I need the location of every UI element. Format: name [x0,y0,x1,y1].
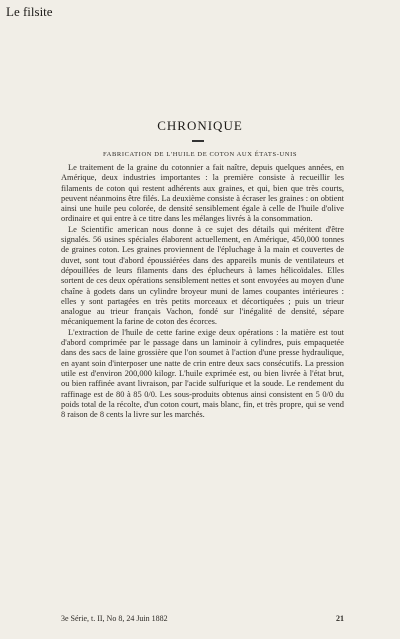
paragraph-1: Le traitement de la graine du cotonnier a fait naître, depuis quelques années, en Amérique, deux industries importantes : la première consiste à recueillir les filaments de coton qui restent adhérents aux graines, et qui, bien que très courts, peuvent néanmoins être filés. La deuxième consiste à écraser les graines : on obtient ainsi une huile peu colorée, de densité sensiblement égale à celle de l'huile d'olive ordinaire et qui entre à ce titre dans les mélanges livrés à la consommation. [61,163,344,224]
paragraph-3: L'extraction de l'huile de cette farine exige deux opérations : la matière est tout d'abord comprimée par le passage dans un laminoir à cylindres, puis empaquetée dans des sacs de laine grossière que l'on soumet à l'action d'une presse hydraulique, en ayant soin d'interposer une natte de crin entre deux sacs consécutifs. La pression utile est d'environ 200,000 kilogr. L'huile exprimée est, ou bien livrée à l'état brut, ou bien raffinée avant livraison, par l'acide sulfurique et la soude. Le rendement du raffinage est de 80 à 85 0/0. Les sous-produits obtenus ainsi consistent en 5 0/0 du poids total de la récolte, d'un coton court, mais blanc, fin, et très propre, qui se vend 8 raison de 8 cents la livre sur les marchés. [61,327,344,420]
corner-label: Le filsite [6,4,53,19]
title-rule [192,140,204,142]
paragraph-2: Le Scientific american nous donne à ce sujet des détails qui méritent d'être signalés. 56 usines spéciales élaborent actuellement, en Amérique, 450,000 tonnes de graines coton. Les graines proviennent de l'épluchage à la main et couvertes de duvet, sont tout d'abord époussiérées dans des appareils munis de ventilateurs et dépouillées de leurs filaments dans des éplucheurs à lames hélicoïdales. Elles sortent de ces deux opérations sensiblement nettes et sont envoyées au moyen d'une chaîne à godets dans un cylindre broyeur muni de lames coupantes intérieures : elles y sont partagées en très petits morceaux et décortiquées ; puis un trieur analogue au trieur français Vachon, fondé sur l'inégalité de densité, sépare mécaniquement la farine de coton des écorces. [61,224,344,327]
footer-series: 3e Série, t. II, No 8, 24 Juin 1882 [61,614,168,623]
section-title: CHRONIQUE [157,118,243,133]
page-footer [61,614,344,623]
page-number: 21 [336,614,344,623]
article-body [61,163,344,420]
article-title: FABRICATION DE L'HUILE DE COTON AUX ÉTATS-UNIS [102,151,298,158]
